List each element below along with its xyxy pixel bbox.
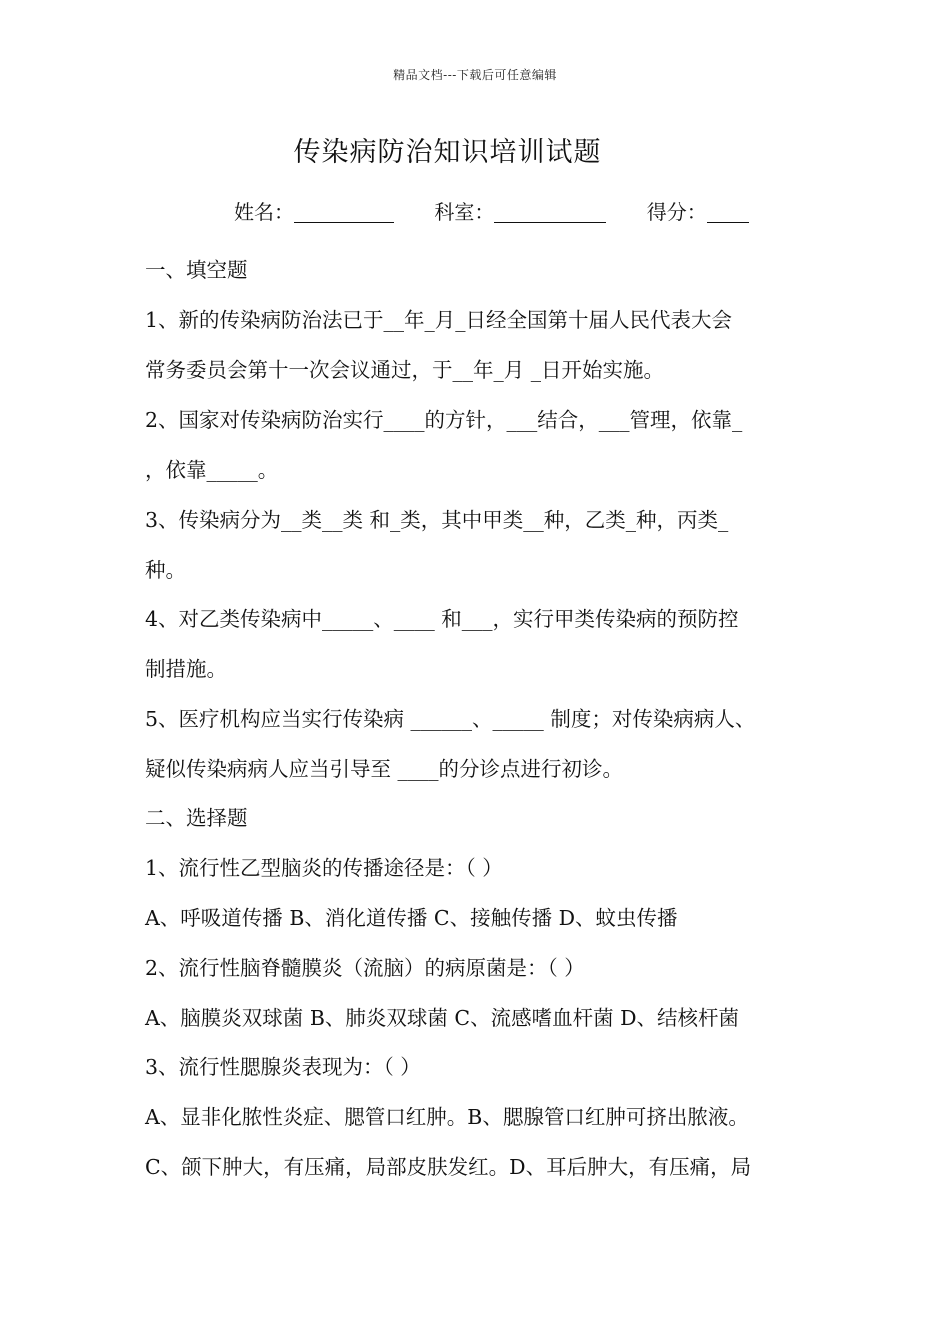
section-heading: 二、选择题 [145, 806, 248, 830]
question-line: ，依靠_____。 [145, 458, 279, 482]
name-label: 姓名： [234, 200, 294, 224]
info-row [234, 196, 749, 225]
question-line: 1、流行性乙型脑炎的传播途径是：（ ） [145, 856, 503, 880]
option-line: C、颌下肿大，有压痛，局部皮肤发红。D、耳后肿大，有压痛，局 [145, 1155, 752, 1179]
question-line: 4、对乙类传染病中_____、____ 和___，实行甲类传染病的预防控 [145, 607, 739, 631]
question-line: 3、传染病分为__类__类 和_类，其中甲类__种，乙类_种，丙类_ [145, 508, 729, 532]
score-blank[interactable] [707, 202, 749, 223]
option-line: A、显非化脓性炎症、腮管口红肿。B、腮腺管口红肿可挤出脓液。 [145, 1105, 749, 1129]
option-line: A、呼吸道传播 B、消化道传播 C、接触传播 D、蚊虫传播 [145, 906, 678, 930]
question-line: 2、国家对传染病防治实行____的方针，___结合，___管理，依靠_ [145, 408, 743, 432]
question-line: 制措施。 [145, 657, 227, 681]
header-note: 精品文档---下载后可任意编辑 [393, 68, 557, 82]
question-line: 2、流行性脑脊髓膜炎（流脑）的病原菌是：（ ） [145, 956, 585, 980]
question-line: 5、医疗机构应当实行传染病 ______、_____ 制度；对传染病病人、 [145, 707, 756, 731]
dept-blank[interactable] [494, 202, 606, 223]
question-line: 3、流行性腮腺炎表现为：（ ） [145, 1055, 421, 1079]
question-line: 疑似传染病病人应当引导至 ____的分诊点进行初诊。 [145, 757, 624, 781]
question-line: 种。 [145, 558, 186, 582]
dept-label: 科室： [434, 200, 495, 224]
option-line: A、脑膜炎双球菌 B、肺炎双球菌 C、流感嗜血杆菌 D、结核杆菌 [145, 1006, 740, 1030]
question-line: 常务委员会第十一次会议通过，于__年_月 _日开始实施。 [145, 358, 665, 382]
score-label: 得分： [646, 200, 707, 224]
name-blank[interactable] [294, 202, 394, 223]
page-title: 传染病防治知识培训试题 [293, 137, 602, 168]
section-heading: 一、填空题 [145, 258, 248, 282]
question-line: 1、新的传染病防治法已于__年_月_日经全国第十届人民代表大会 [145, 308, 733, 332]
